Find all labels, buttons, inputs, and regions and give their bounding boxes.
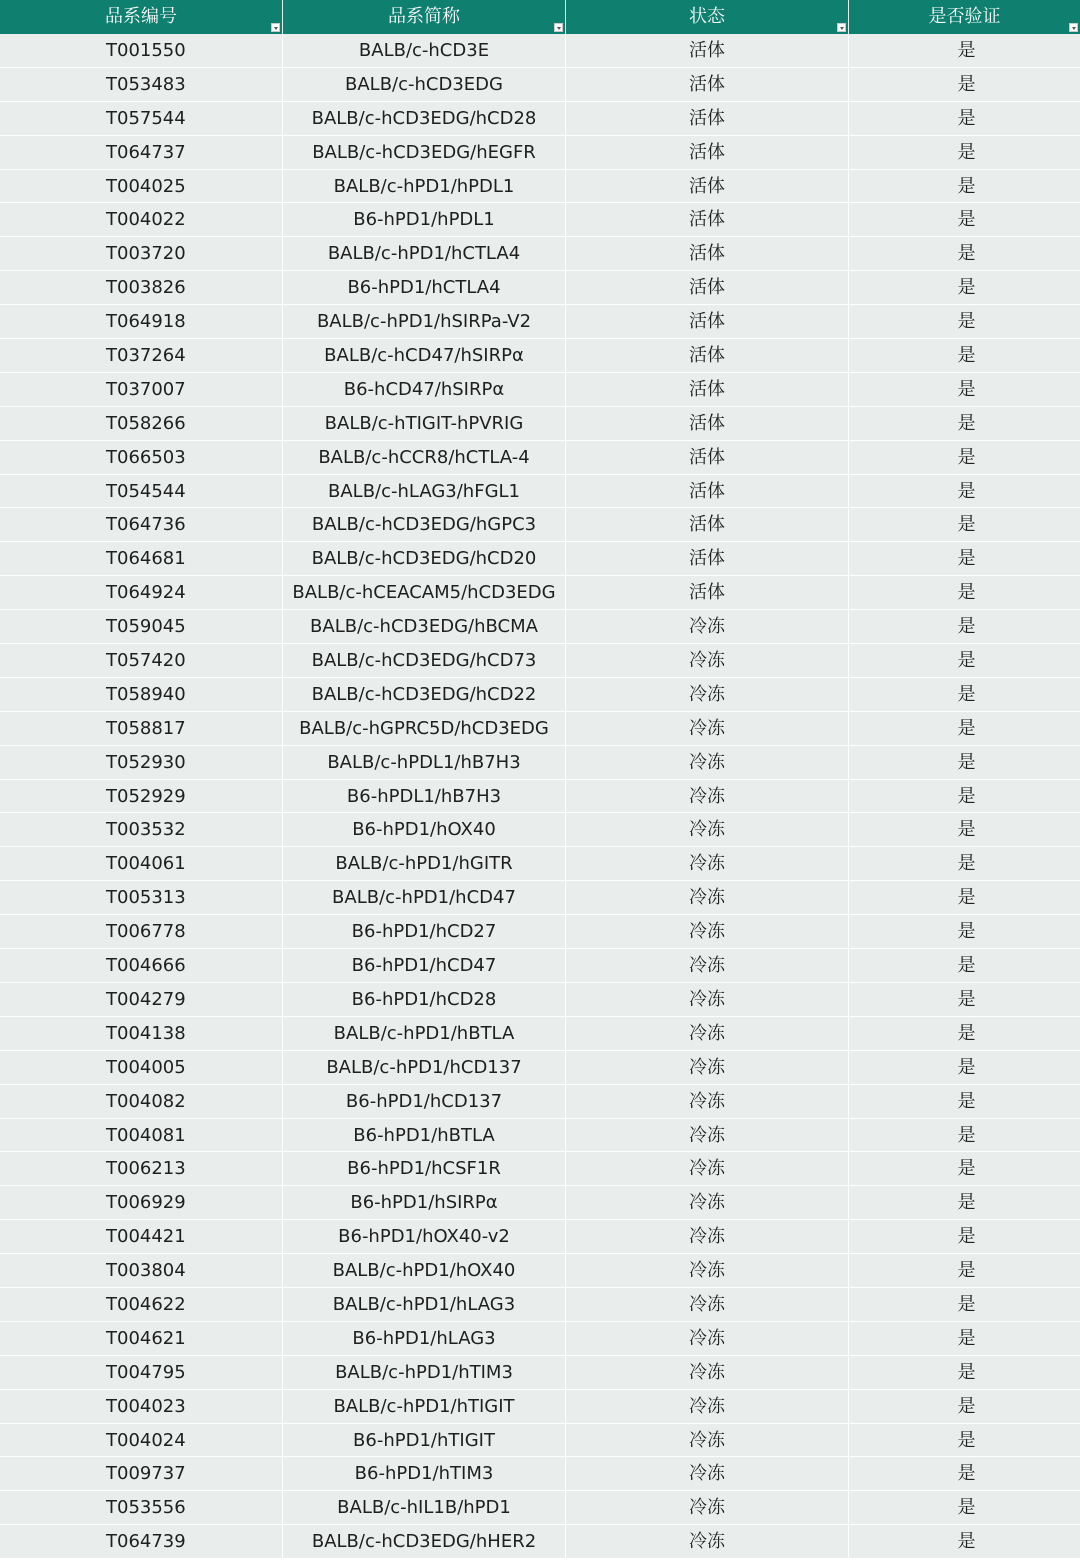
- cell-strain-code[interactable]: T004061: [0, 847, 283, 880]
- cell-verified[interactable]: 是: [957, 582, 976, 604]
- cell-strain-name[interactable]: BALB/c-hLAG3/hFGL1: [283, 475, 566, 508]
- cell-strain-code[interactable]: T004023: [0, 1390, 283, 1423]
- cell-strain-name[interactable]: BALB/c-hPDL1/hB7H3: [283, 746, 566, 779]
- cell-strain-code[interactable]: T052930: [0, 746, 283, 779]
- table-row[interactable]: [0, 237, 1080, 271]
- cell-status[interactable]: 冷冻: [566, 678, 849, 711]
- table-row[interactable]: [0, 1525, 1080, 1559]
- cell-strain-name[interactable]: BALB/c-hCD47/hSIRPα: [283, 339, 566, 372]
- cell-strain-code[interactable]: T066503: [0, 441, 283, 474]
- cell-status[interactable]: 活体: [566, 305, 849, 338]
- cell-status[interactable]: 冷冻: [566, 1152, 849, 1185]
- table-row[interactable]: [0, 68, 1080, 102]
- cell-status[interactable]: 冷冻: [566, 1119, 849, 1152]
- cell-status[interactable]: 活体: [566, 102, 849, 135]
- cell-strain-name[interactable]: BALB/c-hTIGIT-hPVRIG: [283, 407, 566, 440]
- table-row[interactable]: [0, 305, 1080, 339]
- filter-dropdown-icon[interactable]: [837, 23, 846, 32]
- cell-status[interactable]: 冷冻: [566, 1356, 849, 1389]
- cell-verified[interactable]: 是: [957, 1022, 976, 1044]
- cell-strain-name[interactable]: BALB/c-hPD1/hLAG3: [283, 1288, 566, 1321]
- column-header-label: 品系编号: [105, 6, 177, 27]
- table-row[interactable]: [0, 847, 1080, 881]
- cell-strain-code[interactable]: T004621: [0, 1322, 283, 1355]
- cell-verified[interactable]: 是: [957, 1531, 976, 1553]
- cell-strain-name[interactable]: BALB/c-hPD1/hCD47: [283, 881, 566, 914]
- cell-verified[interactable]: 是: [957, 1056, 976, 1078]
- filter-dropdown-icon[interactable]: [1069, 23, 1078, 32]
- cell-verified[interactable]: 是: [957, 751, 976, 773]
- table-row[interactable]: [0, 1390, 1080, 1424]
- cell-verified[interactable]: 是: [957, 1361, 976, 1383]
- cell-strain-code[interactable]: T064924: [0, 576, 283, 609]
- cell-strain-code[interactable]: T064736: [0, 508, 283, 541]
- cell-strain-name[interactable]: B6-hPDL1/hB7H3: [283, 780, 566, 813]
- cell-strain-code[interactable]: T003804: [0, 1254, 283, 1287]
- cell-verified[interactable]: 是: [957, 988, 976, 1010]
- cell-verified[interactable]: 是: [957, 141, 976, 163]
- cell-strain-code[interactable]: T003826: [0, 271, 283, 304]
- cell-status[interactable]: 活体: [566, 203, 849, 236]
- cell-status[interactable]: 活体: [566, 542, 849, 575]
- cell-strain-code[interactable]: T054544: [0, 475, 283, 508]
- table-row[interactable]: [0, 373, 1080, 407]
- cell-strain-name[interactable]: B6-hPD1/hLAG3: [283, 1322, 566, 1355]
- table-row[interactable]: [0, 1356, 1080, 1390]
- cell-strain-name[interactable]: BALB/c-hCD3E: [283, 34, 566, 67]
- cell-status[interactable]: 活体: [566, 237, 849, 270]
- table-row[interactable]: [0, 34, 1080, 68]
- cell-status[interactable]: 冷冻: [566, 1085, 849, 1118]
- cell-verified[interactable]: 是: [957, 1226, 976, 1248]
- cell-status[interactable]: 活体: [566, 339, 849, 372]
- cell-status[interactable]: 冷冻: [566, 746, 849, 779]
- cell-strain-code[interactable]: T057420: [0, 644, 283, 677]
- table-row[interactable]: [0, 813, 1080, 847]
- cell-verified[interactable]: 是: [957, 175, 976, 197]
- cell-verified[interactable]: 是: [957, 243, 976, 265]
- cell-strain-name[interactable]: BALB/c-hCEACAM5/hCD3EDG: [283, 576, 566, 609]
- table-row[interactable]: [0, 915, 1080, 949]
- cell-strain-code[interactable]: T004082: [0, 1085, 283, 1118]
- cell-strain-name[interactable]: BALB/c-hPD1/hPDL1: [283, 170, 566, 203]
- column-header-label: 品系简称: [388, 6, 460, 27]
- column-header-name: [283, 0, 566, 34]
- cell-verified[interactable]: 是: [957, 73, 976, 95]
- cell-strain-code[interactable]: T003532: [0, 813, 283, 846]
- cell-verified[interactable]: 是: [957, 650, 976, 672]
- cell-verified[interactable]: 是: [957, 209, 976, 231]
- cell-strain-code[interactable]: T004022: [0, 203, 283, 236]
- cell-strain-code[interactable]: T004025: [0, 170, 283, 203]
- table-row[interactable]: [0, 102, 1080, 136]
- cell-verified[interactable]: 是: [957, 819, 976, 841]
- cell-status[interactable]: 冷冻: [566, 1288, 849, 1321]
- cell-strain-name[interactable]: BALB/c-hIL1B/hPD1: [283, 1491, 566, 1524]
- cell-strain-name[interactable]: BALB/c-hPD1/hBTLA: [283, 1017, 566, 1050]
- cell-verified[interactable]: 是: [957, 412, 976, 434]
- filter-dropdown-icon[interactable]: [271, 23, 280, 32]
- cell-strain-name[interactable]: BALB/c-hCCR8/hCTLA-4: [283, 441, 566, 474]
- cell-verified[interactable]: 是: [957, 1260, 976, 1282]
- cell-verified[interactable]: 是: [957, 480, 976, 502]
- cell-verified[interactable]: 是: [957, 311, 976, 333]
- cell-strain-name[interactable]: BALB/c-hPD1/hTIGIT: [283, 1390, 566, 1423]
- cell-strain-name[interactable]: B6-hPD1/hSIRPα: [283, 1186, 566, 1219]
- cell-status[interactable]: 冷冻: [566, 1186, 849, 1219]
- table-row[interactable]: [0, 1220, 1080, 1254]
- column-header-state: [566, 0, 849, 34]
- table-row[interactable]: [0, 1051, 1080, 1085]
- cell-strain-name[interactable]: B6-hPD1/hCD27: [283, 915, 566, 948]
- cell-strain-code[interactable]: T004421: [0, 1220, 283, 1253]
- table-row[interactable]: [0, 712, 1080, 746]
- cell-strain-name[interactable]: BALB/c-hPD1/hOX40: [283, 1254, 566, 1287]
- cell-verified[interactable]: 是: [957, 548, 976, 570]
- cell-strain-name[interactable]: BALB/c-hCD3EDG/hCD28: [283, 102, 566, 135]
- cell-strain-name[interactable]: BALB/c-hCD3EDG/hHER2: [283, 1525, 566, 1558]
- cell-status[interactable]: 冷冻: [566, 1457, 849, 1490]
- table-row[interactable]: [0, 441, 1080, 475]
- cell-strain-name[interactable]: BALB/c-hCD3EDG/hGPC3: [283, 508, 566, 541]
- cell-verified[interactable]: 是: [957, 514, 976, 536]
- cell-verified[interactable]: 是: [957, 853, 976, 875]
- cell-verified[interactable]: 是: [957, 785, 976, 807]
- cell-strain-name[interactable]: B6-hCD47/hSIRPα: [283, 373, 566, 406]
- cell-status[interactable]: 冷冻: [566, 1254, 849, 1287]
- table-row[interactable]: [0, 170, 1080, 204]
- cell-strain-code[interactable]: T004024: [0, 1424, 283, 1457]
- cell-verified[interactable]: 是: [957, 1429, 976, 1451]
- cell-verified[interactable]: 是: [957, 887, 976, 909]
- cell-strain-code[interactable]: T064918: [0, 305, 283, 338]
- cell-status[interactable]: 冷冻: [566, 1017, 849, 1050]
- cell-verified[interactable]: 是: [957, 1158, 976, 1180]
- cell-strain-code[interactable]: T058817: [0, 712, 283, 745]
- cell-verified[interactable]: 是: [957, 277, 976, 299]
- table-row[interactable]: [0, 271, 1080, 305]
- table-header: [0, 0, 1080, 34]
- cell-status[interactable]: 活体: [566, 271, 849, 304]
- cell-status[interactable]: 活体: [566, 508, 849, 541]
- cell-strain-code[interactable]: T004666: [0, 949, 283, 982]
- table-row[interactable]: [0, 1085, 1080, 1119]
- cell-verified[interactable]: 是: [957, 1395, 976, 1417]
- cell-status[interactable]: 冷冻: [566, 1424, 849, 1457]
- cell-strain-name[interactable]: B6-hPD1/hTIM3: [283, 1457, 566, 1490]
- cell-status[interactable]: 冷冻: [566, 1525, 849, 1558]
- cell-strain-code[interactable]: T057544: [0, 102, 283, 135]
- cell-strain-name[interactable]: BALB/c-hCD3EDG/hEGFR: [283, 136, 566, 169]
- cell-strain-name[interactable]: BALB/c-hPD1/hCD137: [283, 1051, 566, 1084]
- cell-strain-code[interactable]: T004622: [0, 1288, 283, 1321]
- cell-strain-code[interactable]: T005313: [0, 881, 283, 914]
- cell-status[interactable]: 冷冻: [566, 813, 849, 846]
- cell-strain-code[interactable]: T037007: [0, 373, 283, 406]
- table-row[interactable]: [0, 1288, 1080, 1322]
- table-row[interactable]: [0, 1119, 1080, 1153]
- cell-strain-name[interactable]: BALB/c-hPD1/hTIM3: [283, 1356, 566, 1389]
- cell-strain-name[interactable]: BALB/c-hPD1/hCTLA4: [283, 237, 566, 270]
- column-header-code: [0, 0, 283, 34]
- cell-strain-name[interactable]: B6-hPD1/hBTLA: [283, 1119, 566, 1152]
- cell-strain-code[interactable]: T064737: [0, 136, 283, 169]
- cell-verified[interactable]: 是: [957, 1124, 976, 1146]
- cell-strain-code[interactable]: T058940: [0, 678, 283, 711]
- cell-strain-name[interactable]: B6-hPD1/hTIGIT: [283, 1424, 566, 1457]
- cell-strain-name[interactable]: BALB/c-hCD3EDG/hCD22: [283, 678, 566, 711]
- cell-strain-code[interactable]: T053556: [0, 1491, 283, 1524]
- cell-strain-code[interactable]: T004005: [0, 1051, 283, 1084]
- cell-verified[interactable]: 是: [957, 683, 976, 705]
- cell-strain-name[interactable]: B6-hPD1/hOX40: [283, 813, 566, 846]
- cell-strain-code[interactable]: T006929: [0, 1186, 283, 1219]
- cell-strain-code[interactable]: T001550: [0, 34, 283, 67]
- cell-strain-code[interactable]: T004081: [0, 1119, 283, 1152]
- filter-dropdown-icon[interactable]: [554, 23, 563, 32]
- table-row[interactable]: [0, 1186, 1080, 1220]
- table-row[interactable]: [0, 610, 1080, 644]
- table-row[interactable]: [0, 542, 1080, 576]
- cell-strain-code[interactable]: T053483: [0, 68, 283, 101]
- table-row[interactable]: [0, 678, 1080, 712]
- table-row[interactable]: [0, 1424, 1080, 1458]
- table-body: [0, 34, 1080, 1559]
- cell-strain-code[interactable]: T064739: [0, 1525, 283, 1558]
- table-row[interactable]: [0, 203, 1080, 237]
- cell-strain-name[interactable]: BALB/c-hCD3EDG/hBCMA: [283, 610, 566, 643]
- table-row[interactable]: [0, 1017, 1080, 1051]
- table-row[interactable]: [0, 1457, 1080, 1491]
- table-row[interactable]: [0, 881, 1080, 915]
- cell-strain-name[interactable]: B6-hPD1/hCD47: [283, 949, 566, 982]
- cell-strain-name[interactable]: B6-hPD1/hCD28: [283, 983, 566, 1016]
- table-row[interactable]: [0, 1152, 1080, 1186]
- table-row[interactable]: [0, 746, 1080, 780]
- cell-strain-code[interactable]: T052929: [0, 780, 283, 813]
- cell-status[interactable]: 活体: [566, 475, 849, 508]
- cell-status[interactable]: 冷冻: [566, 610, 849, 643]
- cell-strain-code[interactable]: T009737: [0, 1457, 283, 1490]
- table-row[interactable]: [0, 644, 1080, 678]
- cell-status[interactable]: 活体: [566, 68, 849, 101]
- cell-status[interactable]: 活体: [566, 136, 849, 169]
- cell-strain-code[interactable]: T003720: [0, 237, 283, 270]
- cell-status[interactable]: 冷冻: [566, 644, 849, 677]
- table-row[interactable]: [0, 1254, 1080, 1288]
- cell-verified[interactable]: 是: [957, 1192, 976, 1214]
- cell-status[interactable]: 冷冻: [566, 915, 849, 948]
- table-row[interactable]: [0, 576, 1080, 610]
- cell-verified[interactable]: 是: [957, 1293, 976, 1315]
- table-row[interactable]: [0, 983, 1080, 1017]
- table-row[interactable]: [0, 407, 1080, 441]
- cell-verified[interactable]: 是: [957, 40, 976, 61]
- cell-verified[interactable]: 是: [957, 1327, 976, 1349]
- cell-status[interactable]: 冷冻: [566, 881, 849, 914]
- cell-strain-code[interactable]: T059045: [0, 610, 283, 643]
- table-row[interactable]: [0, 949, 1080, 983]
- table-row[interactable]: [0, 1322, 1080, 1356]
- cell-status[interactable]: 活体: [566, 34, 849, 67]
- cell-status[interactable]: 冷冻: [566, 949, 849, 982]
- cell-strain-code[interactable]: T004138: [0, 1017, 283, 1050]
- cell-verified[interactable]: 是: [957, 1463, 976, 1485]
- cell-strain-code[interactable]: T058266: [0, 407, 283, 440]
- cell-status[interactable]: 冷冻: [566, 712, 849, 745]
- cell-strain-name[interactable]: B6-hPD1/hOX40-v2: [283, 1220, 566, 1253]
- cell-verified[interactable]: 是: [957, 345, 976, 367]
- cell-strain-code[interactable]: T006778: [0, 915, 283, 948]
- cell-status[interactable]: 冷冻: [566, 983, 849, 1016]
- cell-strain-code[interactable]: T004279: [0, 983, 283, 1016]
- cell-status[interactable]: 冷冻: [566, 1051, 849, 1084]
- cell-status[interactable]: 冷冻: [566, 1390, 849, 1423]
- cell-status[interactable]: 冷冻: [566, 847, 849, 880]
- cell-strain-name[interactable]: BALB/c-hPD1/hGITR: [283, 847, 566, 880]
- cell-strain-name[interactable]: BALB/c-hCD3EDG/hCD20: [283, 542, 566, 575]
- cell-verified[interactable]: 是: [957, 378, 976, 400]
- table-row[interactable]: [0, 339, 1080, 373]
- column-header-label: 状态: [689, 6, 725, 27]
- cell-status[interactable]: 活体: [566, 407, 849, 440]
- cell-strain-code[interactable]: T064681: [0, 542, 283, 575]
- column-header-label: 是否验证: [928, 6, 1001, 27]
- cell-strain-code[interactable]: T037264: [0, 339, 283, 372]
- cell-status[interactable]: 活体: [566, 576, 849, 609]
- cell-status[interactable]: 冷冻: [566, 1220, 849, 1253]
- cell-status[interactable]: 活体: [566, 373, 849, 406]
- cell-verified[interactable]: 是: [957, 955, 976, 977]
- table-row[interactable]: [0, 1491, 1080, 1525]
- cell-status[interactable]: 活体: [566, 441, 849, 474]
- cell-verified[interactable]: 是: [957, 107, 976, 129]
- cell-strain-name[interactable]: B6-hPD1/hCTLA4: [283, 271, 566, 304]
- cell-verified[interactable]: 是: [957, 1090, 976, 1112]
- cell-strain-code[interactable]: T004795: [0, 1356, 283, 1389]
- cell-strain-name[interactable]: B6-hPD1/hPDL1: [283, 203, 566, 236]
- cell-status[interactable]: 冷冻: [566, 780, 849, 813]
- cell-verified[interactable]: 是: [957, 446, 976, 468]
- cell-strain-name[interactable]: BALB/c-hCD3EDG/hCD73: [283, 644, 566, 677]
- cell-strain-name[interactable]: BALB/c-hGPRC5D/hCD3EDG: [283, 712, 566, 745]
- cell-strain-code[interactable]: T006213: [0, 1152, 283, 1185]
- table-row[interactable]: [0, 508, 1080, 542]
- cell-strain-name[interactable]: B6-hPD1/hCSF1R: [283, 1152, 566, 1185]
- table-row[interactable]: [0, 475, 1080, 509]
- table-row[interactable]: [0, 780, 1080, 814]
- cell-strain-name[interactable]: B6-hPD1/hCD137: [283, 1085, 566, 1118]
- cell-verified[interactable]: 是: [957, 921, 976, 943]
- column-header-verified: [849, 0, 1080, 34]
- cell-verified[interactable]: 是: [957, 1497, 976, 1519]
- cell-verified[interactable]: 是: [957, 616, 976, 638]
- cell-strain-name[interactable]: BALB/c-hPD1/hSIRPa-V2: [283, 305, 566, 338]
- cell-verified[interactable]: 是: [957, 717, 976, 739]
- cell-status[interactable]: 冷冻: [566, 1491, 849, 1524]
- cell-strain-name[interactable]: BALB/c-hCD3EDG: [283, 68, 566, 101]
- cell-status[interactable]: 冷冻: [566, 1322, 849, 1355]
- table-row[interactable]: [0, 136, 1080, 170]
- cell-status[interactable]: 活体: [566, 170, 849, 203]
